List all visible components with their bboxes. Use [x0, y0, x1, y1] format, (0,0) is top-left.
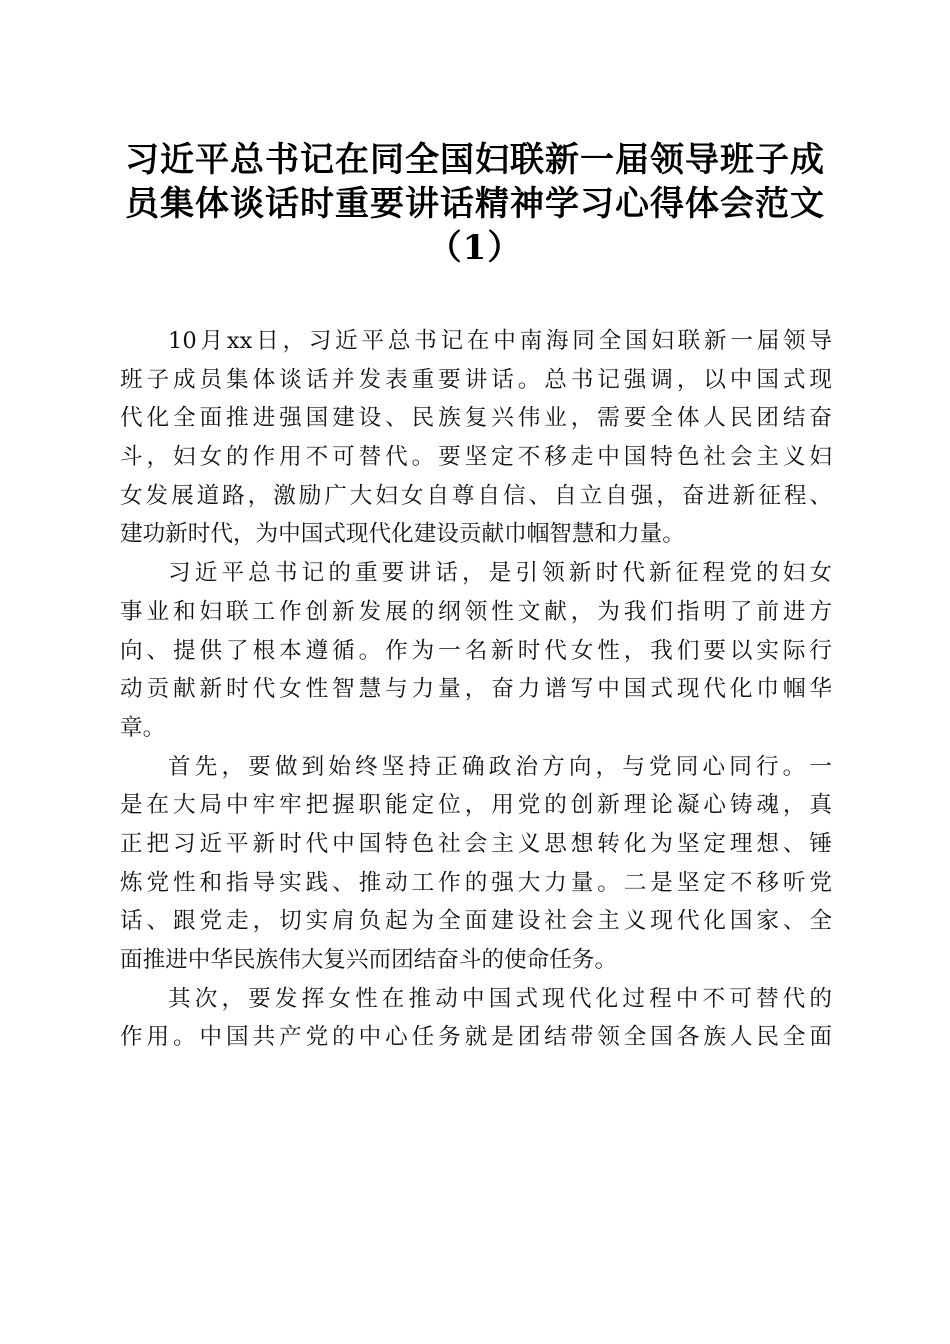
paragraph-4	[120, 980, 832, 1057]
document-title	[110, 138, 840, 270]
paragraph-line: 斗，妇女的作用不可替代。要坚定不移走中国特色社会主义妇	[120, 444, 832, 471]
paragraph-line: 话、跟党走，切实肩负起为全面建设社会主义现代化国家、全	[120, 908, 832, 935]
document-body	[120, 322, 832, 1057]
paragraph-1	[120, 322, 832, 554]
paragraph-line: 向、提供了根本遵循。作为一名新时代女性，我们要以实际行	[120, 637, 832, 664]
paragraph-line: 作用。中国共产党的中心任务就是团结带领全国各族人民全面	[120, 1024, 832, 1051]
paragraph-line: 建功新时代，为中国式现代化建设贡献巾帼智慧和力量。	[120, 521, 685, 548]
paragraph-line: 班子成员集体谈话并发表重要讲话。总书记强调，以中国式现	[120, 366, 832, 393]
paragraph-line: 代化全面推进强国建设、民族复兴伟业，需要全体人民团结奋	[120, 405, 832, 432]
paragraph-line: 正把习近平新时代中国特色社会主义思想转化为坚定理想、锤	[120, 830, 832, 857]
paragraph-line: 10月xx日，习近平总书记在中南海同全国妇联新一届领导	[168, 328, 832, 354]
paragraph-line: 是在大局中牢牢把握职能定位，用党的创新理论凝心铸魂，真	[120, 792, 832, 819]
paragraph-line: 女发展道路，激励广大妇女自尊自信、自立自强，奋进新征程、	[120, 482, 832, 509]
title-line: 员集体谈话时重要讲话精神学习心得体会范文	[125, 184, 825, 224]
paragraph-line: 章。	[120, 714, 166, 741]
title-line: （1）	[427, 228, 523, 268]
paragraph-2	[120, 554, 832, 747]
paragraph-line: 首先，要做到始终坚持正确政治方向，与党同心同行。一	[168, 753, 832, 780]
paragraph-line: 炼党性和指导实践、推动工作的强大力量。二是坚定不移听党	[120, 869, 832, 896]
paragraph-line: 习近平总书记的重要讲话，是引领新时代新征程党的妇女	[168, 560, 832, 587]
paragraph-3	[120, 748, 832, 980]
title-line: 习近平总书记在同全国妇联新一届领导班子成	[125, 140, 825, 180]
paragraph-line: 其次，要发挥女性在推动中国式现代化过程中不可替代的	[168, 985, 832, 1012]
paragraph-line: 事业和妇联工作创新发展的纲领性文献，为我们指明了前进方	[120, 598, 832, 625]
paragraph-line: 动贡献新时代女性智慧与力量，奋力谱写中国式现代化巾帼华	[120, 676, 832, 703]
paragraph-line: 面推进中华民族伟大复兴而团结奋斗的使命任务。	[120, 947, 618, 973]
